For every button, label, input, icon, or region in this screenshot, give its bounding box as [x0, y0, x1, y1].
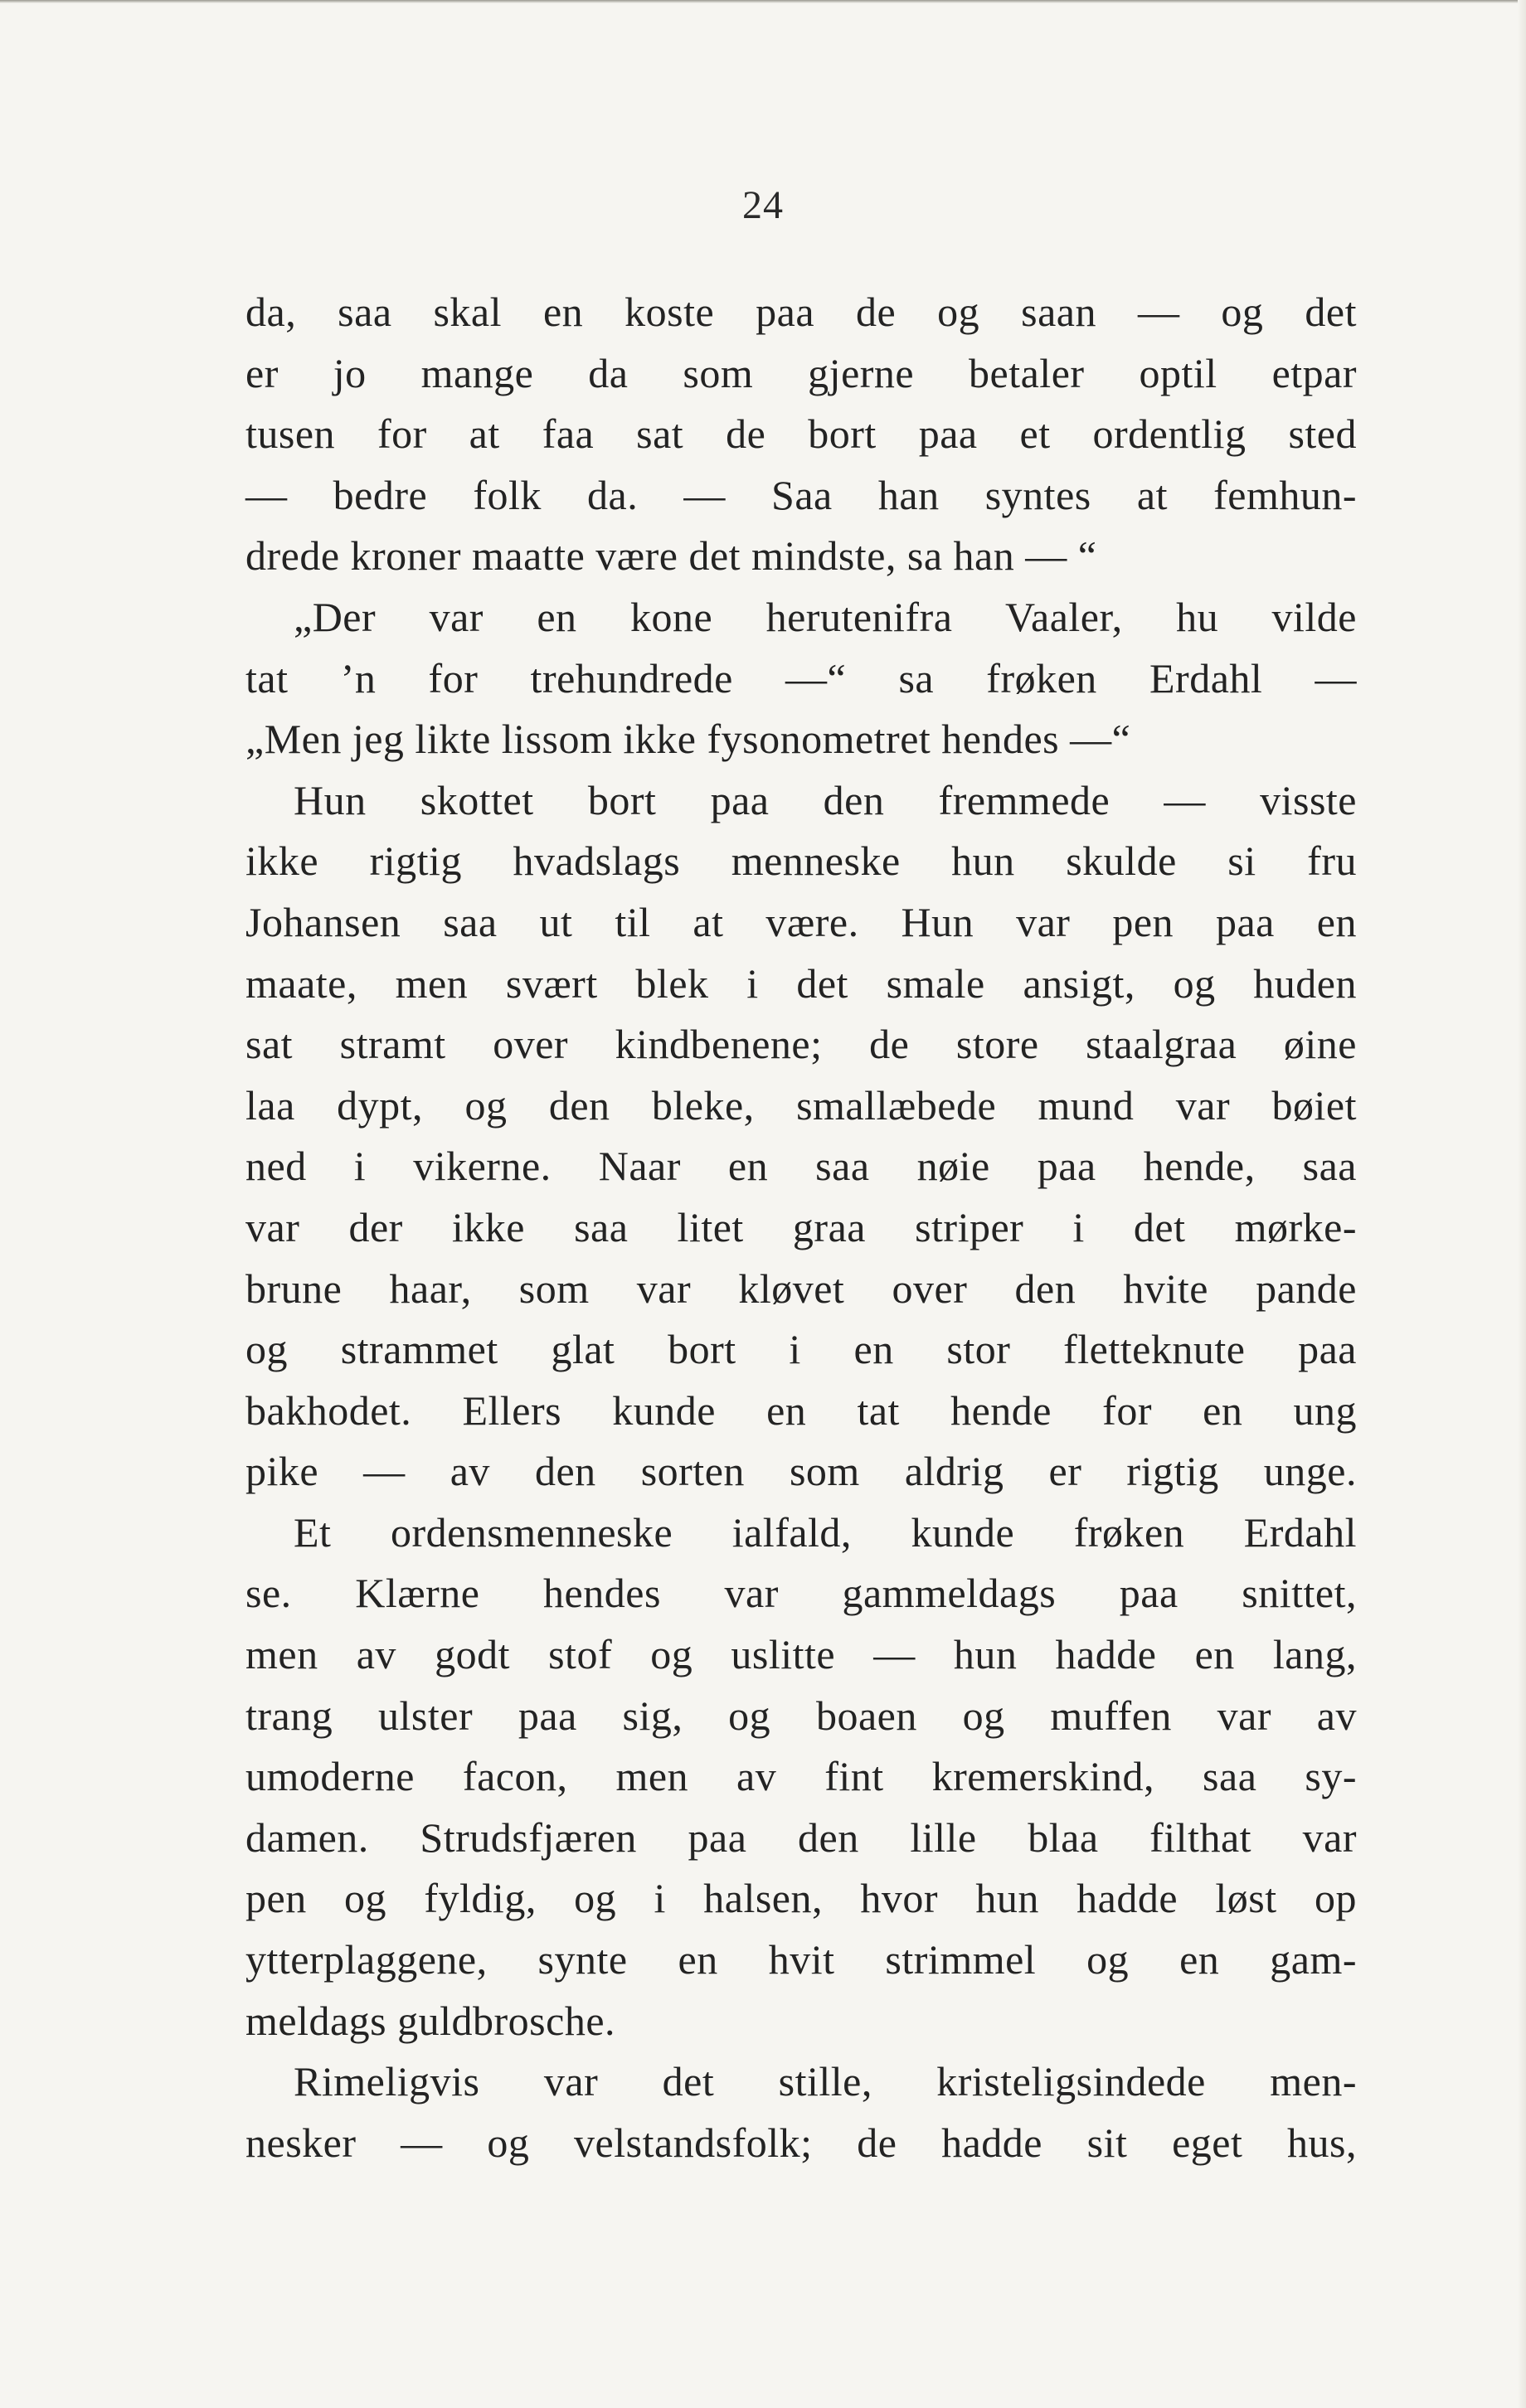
text-line: — bedre folk da. — Saa han syntes at femhun- — [245, 471, 1357, 518]
text-line: Hun skottet bort paa den fremmede — visste — [294, 776, 1357, 823]
text-line: ikke rigtig hvadslags menneske hun skulde si fru — [245, 837, 1357, 885]
text-line: tat ’n for trehundrede —“ sa frøken Erdahl — — [245, 654, 1357, 702]
text-line: men av godt stof og uslitte — hun hadde en lang, — [245, 1631, 1357, 1678]
page-number: 24 — [742, 183, 784, 227]
text-line: Rimeligvis var det stille, kristeligsindede men- — [294, 2058, 1357, 2105]
text-line: og strammet glat bort i en stor fletteknute paa — [245, 1326, 1357, 1373]
text-line: da, saa skal en koste paa de og saan — og det — [245, 289, 1357, 335]
text-line: se. Klærne hendes var gammeldags paa snittet, — [245, 1570, 1357, 1617]
text-line: brune haar, som var kløvet over den hvite pande — [245, 1265, 1357, 1312]
text-line: damen. Strudsfjæren paa den lille blaa filthat var — [245, 1813, 1357, 1861]
text-line: nesker — og velstandsfolk; de hadde sit eget hus, — [245, 2119, 1357, 2166]
page-top-edge — [0, 0, 1526, 3]
text-line: pike — av den sorten som aldrig er rigtig unge. — [245, 1448, 1357, 1495]
text-line: „Men jeg likte lissom ikke fysonometret hendes —“ — [245, 716, 1131, 763]
body-text — [245, 282, 1357, 2173]
text-line: pen og fyldig, og i halsen, hvor hun hadde løst op — [245, 1875, 1357, 1922]
text-line: bakhodet. Ellers kunde en tat hende for en ung — [245, 1386, 1357, 1434]
text-line: sat stramt over kindbenene; de store staalgraa øine — [245, 1021, 1357, 1068]
text-line: maate, men svært blek i det smale ansigt, og huden — [245, 959, 1357, 1007]
text-line: drede kroner maatte være det mindste, sa han — “ — [245, 532, 1097, 580]
text-line: meldags guldbrosche. — [245, 1997, 616, 2044]
text-line: Et ordensmenneske ialfald, kunde frøken Erdahl — [294, 1508, 1357, 1556]
text-line: trang ulster paa sig, og boaen og muffen var av — [245, 1692, 1357, 1739]
text-line: tusen for at faa sat de bort paa et ordentlig sted — [245, 410, 1357, 458]
text-line: ned i vikerne. Naar en saa nøie paa hende, saa — [245, 1143, 1357, 1190]
text-line: var der ikke saa litet graa striper i det mørke- — [245, 1203, 1357, 1250]
text-line: Johansen saa ut til at være. Hun var pen paa en — [245, 898, 1357, 945]
text-line: „Der var en kone herutenifra Vaaler, hu vilde — [294, 593, 1357, 640]
page-right-edge — [1518, 0, 1526, 2408]
text-line: ytterplaggene, synte en hvit strimmel og en gam- — [245, 1936, 1357, 1983]
text-line: umoderne facon, men av fint kremerskind, saa sy- — [245, 1753, 1357, 1800]
text-line: laa dypt, og den bleke, smallæbede mund var bøiet — [245, 1081, 1357, 1129]
text-line: er jo mange da som gjerne betaler optil etpar — [245, 349, 1357, 396]
